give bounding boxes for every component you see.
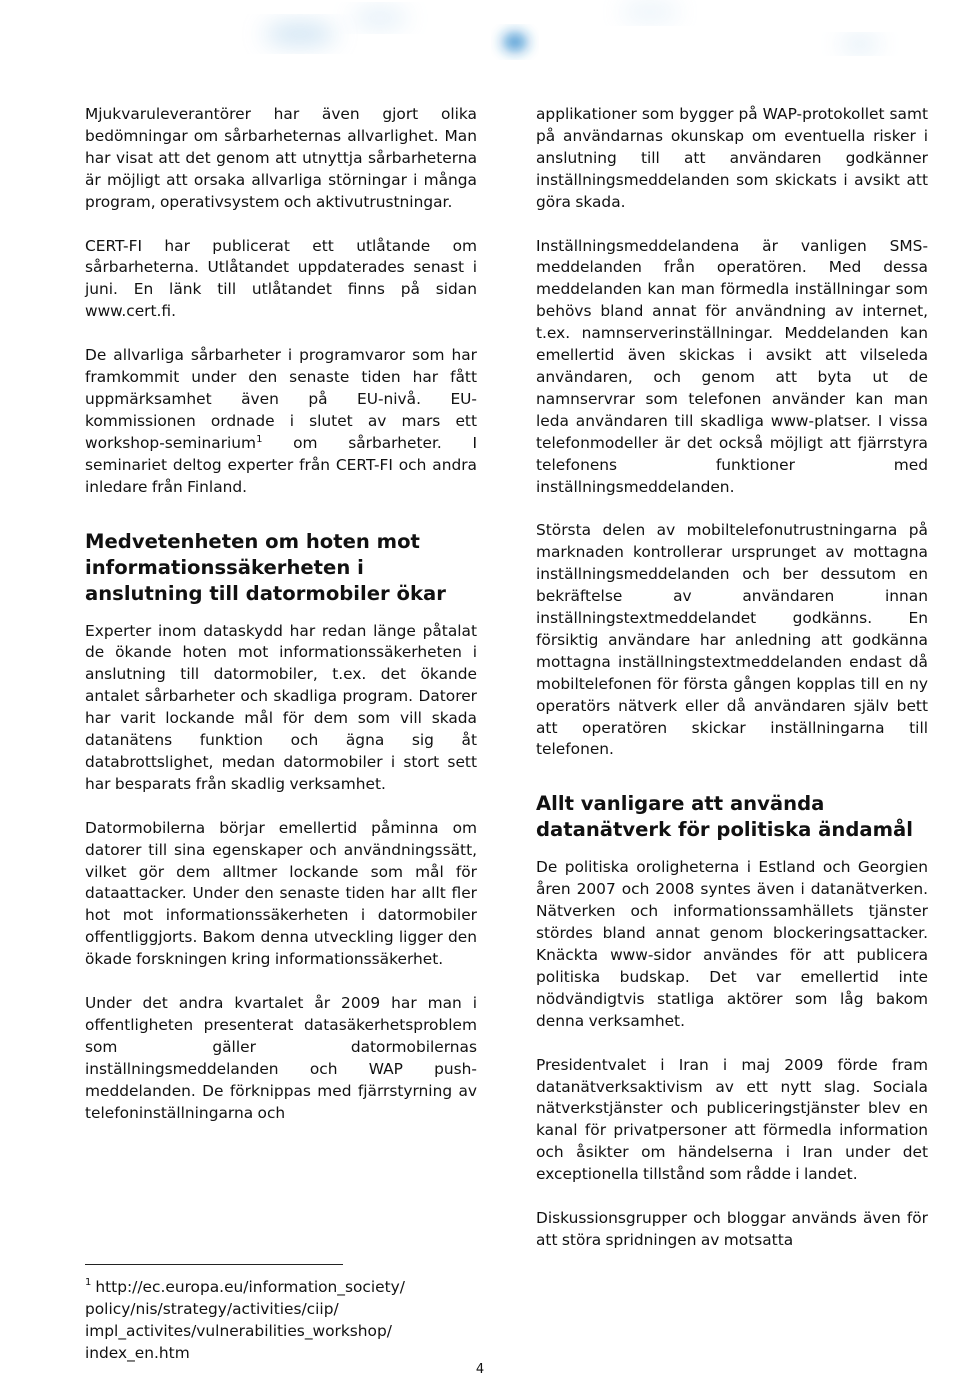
paragraph: Datormobilerna börjar emellertid påminna om datorer till sina egenskaper och användningssätt, vilket gör dem alltmer lockande som mål för dataattacker. Under den senaste tiden har allt fler hot mot informationssäkerheten i datormobiler offentliggjorts. Bakom denna utveckling ligger den ökade forskningen kring informationssäkerhet. bbox=[85, 818, 477, 969]
paragraph: Största delen av mobiltelefonutrustningarna på marknaden kontrollerar ursprunget av mottagna inställningsmeddelanden och ber dessutom en bekräftelse av användaren innan inställningstextmeddelandet godkänns. En försiktig användare har anledning att godkänna mottagna inställningstextmeddelanden endast då mobiltelefonen för första gången kopplas till en ny operatörs nätverk eller då användaren själv bett att operatören skickar inställningarna till telefonen. bbox=[536, 521, 928, 759]
left-column bbox=[85, 104, 477, 1147]
paragraph-text: De allvarliga sårbarheter i programvaror som har framkommit under den senaste tiden har fått uppmärksamhet även på EU-nivå. EU-kommissionen ordnade i slutet av mars ett workshop-seminarium bbox=[85, 346, 477, 452]
blurred-dots-decoration bbox=[264, 5, 880, 51]
paragraph: Mjukvaruleverantörer har även gjort olika bedömningar om sårbarheternas allvarlighet. Man har visat att det genom att utnyttja sårbarheterna är möjligt att orsaka allvarliga störningar i många program, operativsystem och aktivutrustningar. bbox=[85, 105, 477, 211]
paragraph: Presidentvalet i Iran i maj 2009 förde fram datanätverksaktivism av ett nytt slag. Sociala nätverkstjänster och publiceringstjänster blev en kanal för privatpersoner att förmedla information och åsikter om händelserna i Iran under det exceptionella tillstånd som rådde i landet. bbox=[536, 1055, 928, 1184]
paragraph: applikationer som bygger på WAP-protokollet samt på användarnas okunskap om eventuella risker i anslutning till att användaren godkänner inställningsmeddelanden som skickats i avsikt att göra skada. bbox=[536, 105, 928, 211]
paragraph: Under det andra kvartalet år 2009 har man i offentligheten presenterat datasäkerhetsproblem som gäller datormobilernas inställningsmeddelanden och WAP push-meddelanden. De förknippas med fjärrstyrning av telefoninställningarna och bbox=[85, 994, 477, 1122]
paragraph-text: om sårbarheter. I seminariet deltog experter från CERT-FI och andra inledare från Finland. bbox=[85, 433, 477, 496]
section-heading: Allt vanligare att använda datanätverk för politiska ändamål bbox=[536, 792, 913, 842]
paragraph bbox=[85, 345, 477, 498]
footnote-number: 1 bbox=[85, 1277, 92, 1288]
paragraph: De politiska oroligheterna i Estland och Georgien åren 2007 och 2008 syntes även i datanätverken. Nätverken och informationssamhällets tjänster stördes bland annat genom blockeringsattacker. Knäckta www-sidor användes för att publicera politiska budskap. Det var emellertid inte nödvändigtvis statliga aktörer som låg bakom denna verksamhet. bbox=[536, 858, 928, 1030]
footnote-link[interactable]: http://ec.europa.eu/information_society/ policy/nis/strategy/activities/ciip/ impl_activites/vulnerabilities_workshop/ index_en.htm bbox=[85, 1278, 405, 1362]
right-column bbox=[536, 104, 928, 1274]
footnote-reference: 1 bbox=[256, 433, 263, 445]
section-heading: Medvetenheten om hoten mot informationssäkerheten i anslutning till datormobiler ökar bbox=[85, 529, 446, 605]
page-number: 4 bbox=[475, 1362, 485, 1377]
footnote-divider bbox=[85, 1264, 343, 1265]
paragraph: Experter inom dataskydd har redan länge påtalat de ökande hoten mot informationssäkerheten i anslutning till datormobiler, t.ex. det ökande antalet sårbarheter och skadliga program. Datorer har varit lockande mål för dem som vill skada datanätens funktion och ägna sig åt databrottslighet, medan datormobiler i stort sett har besparats från skadlig verksamhet. bbox=[85, 621, 477, 793]
paragraph: Inställningsmeddelandena är vanligen SMS-meddelanden från operatören. Med dessa meddelanden kan man förmedla inställningar som behövs bland annat för användning av internet, t.ex. namnserverinställningar. Meddelanden kan emellertid även skickas i avsikt att vilseleda användaren, och genom att byta ut de namnservrar som telefonen använder kan man leda användaren till skadliga www-platser. I vissa telefonmodeller är det också möjligt att fjärrstyra telefonens funktioner med inställningsmeddelanden. bbox=[536, 236, 928, 496]
header-decoration bbox=[0, 0, 960, 70]
footnote bbox=[85, 1272, 485, 1365]
paragraph: CERT-FI har publicerat ett utlåtande om sårbarheterna. Utlåtandet uppdaterades senast i juni. En länk till utlåtandet finns på sidan www.cert.fi. bbox=[85, 236, 477, 321]
paragraph: Diskussionsgrupper och bloggar används även för att störa spridningen av motsatta bbox=[536, 1209, 928, 1249]
